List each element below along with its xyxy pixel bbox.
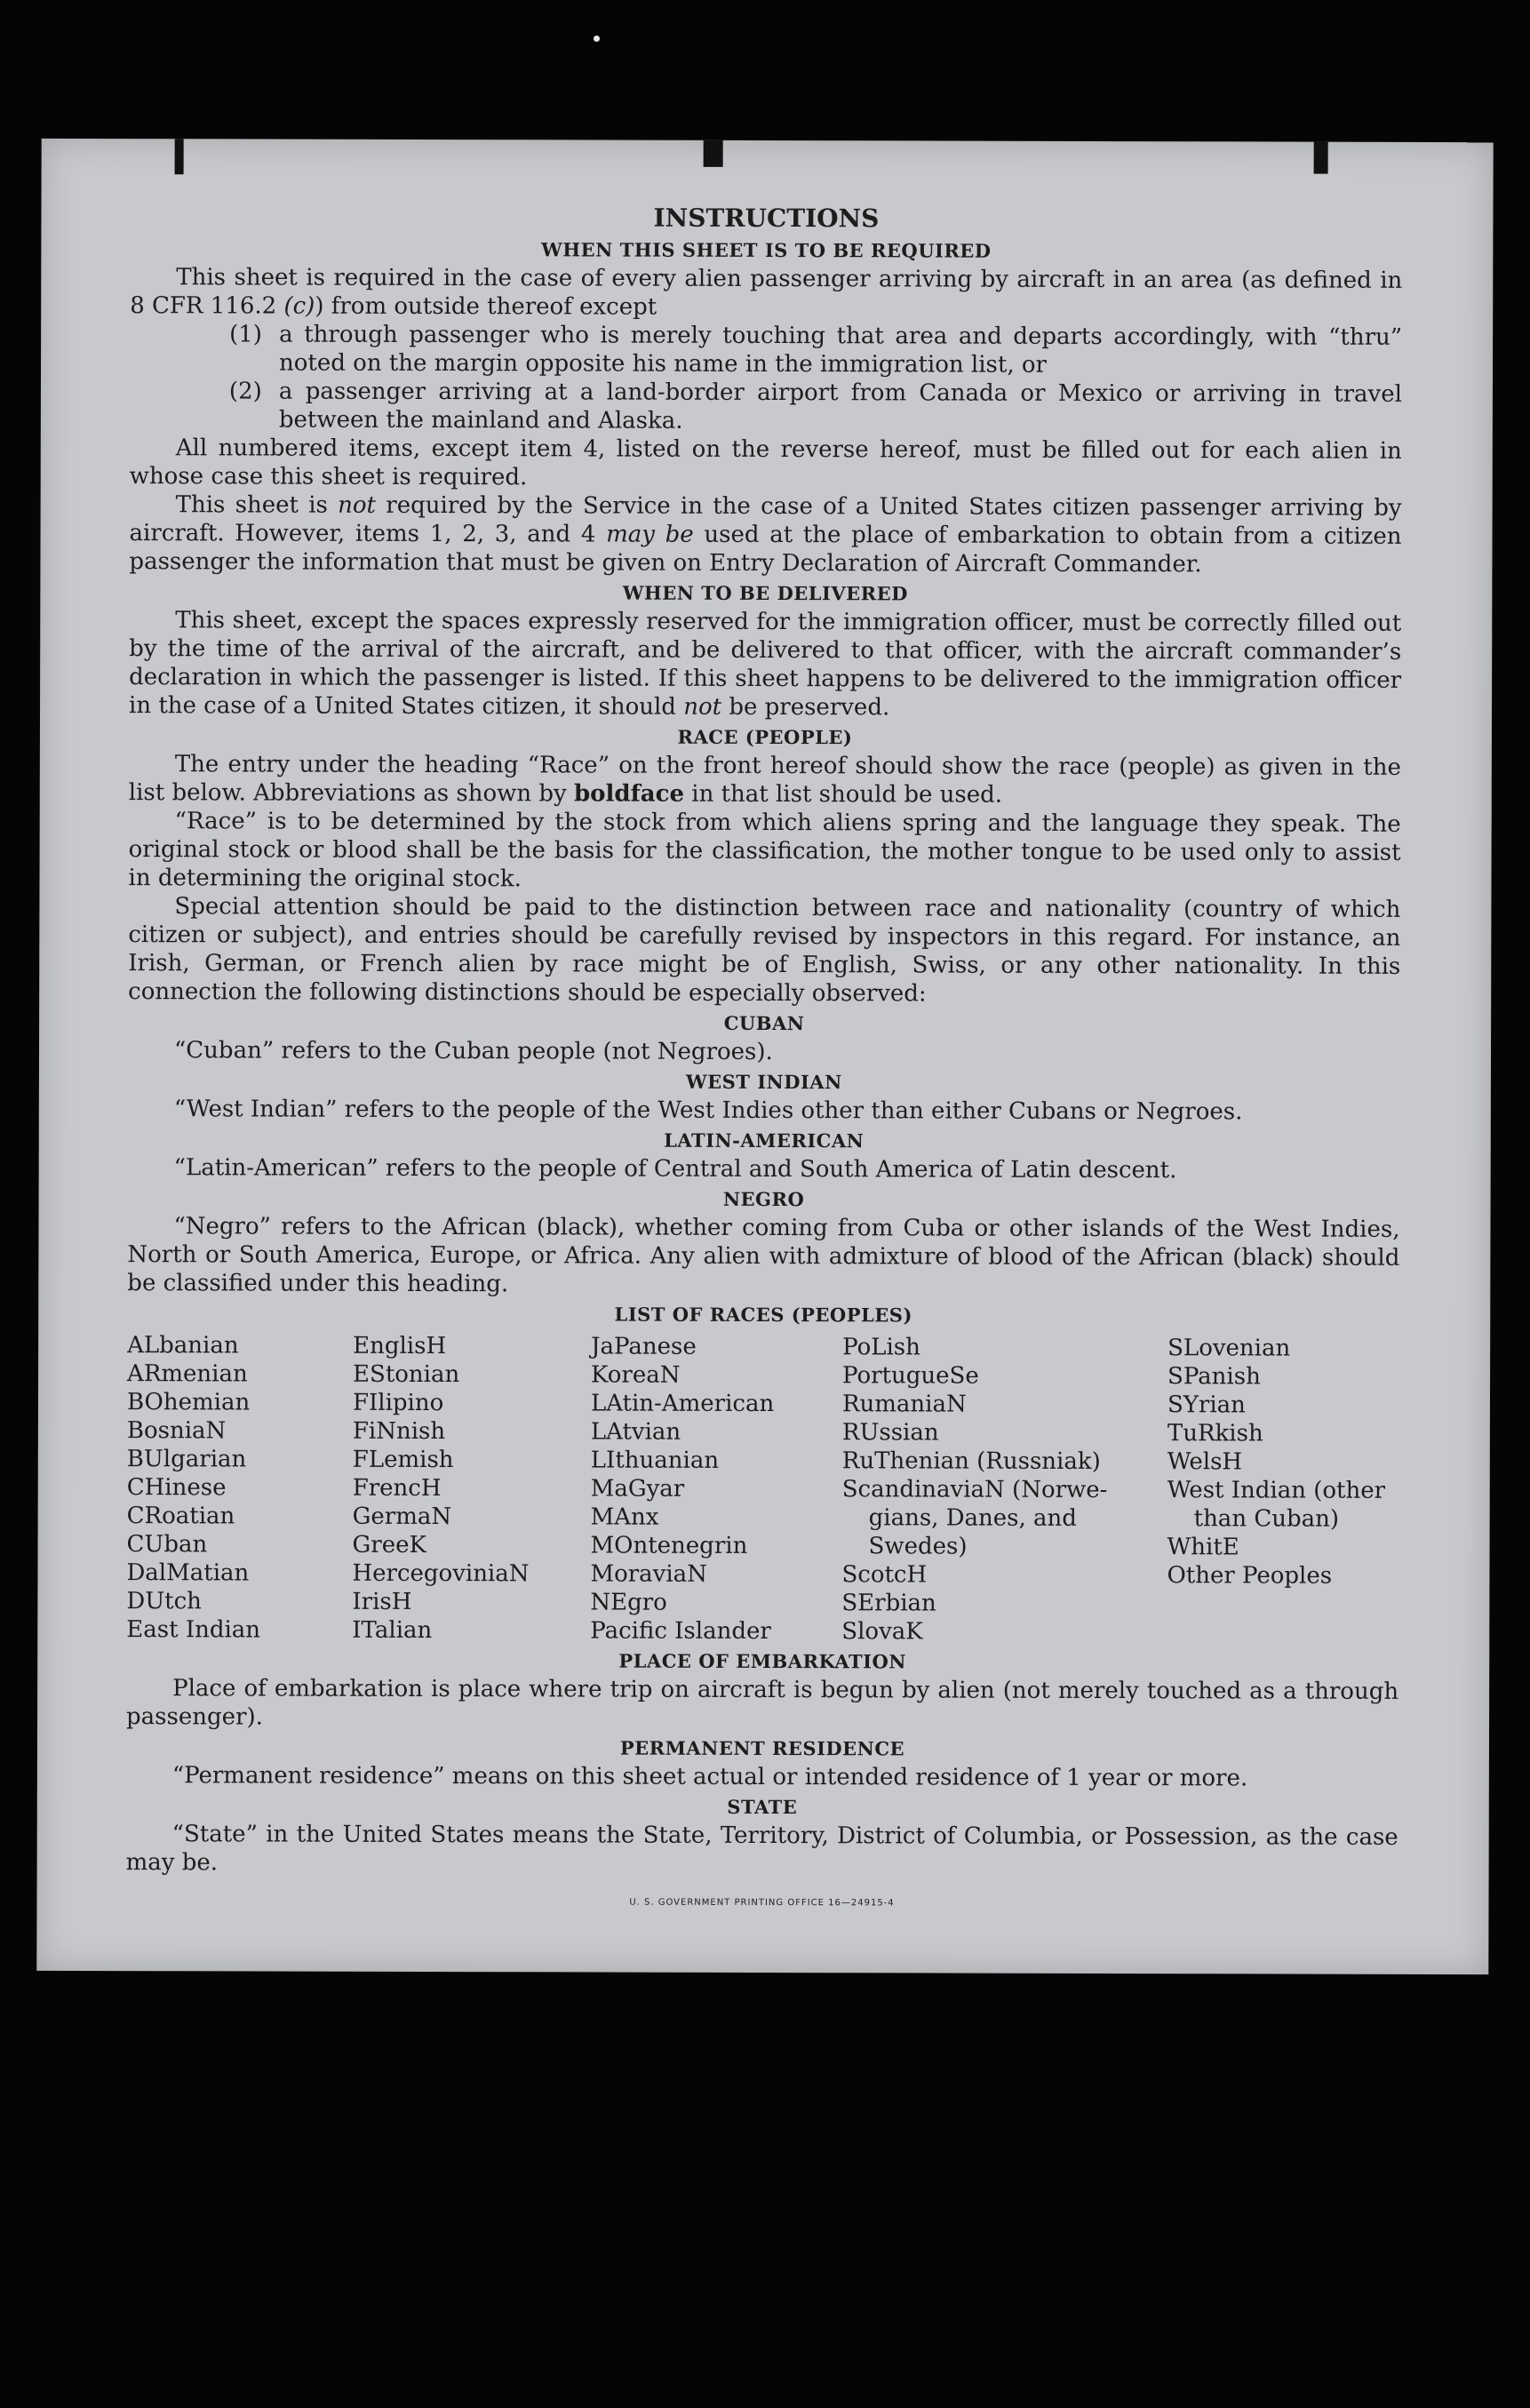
paragraph-race-entry: The entry under the heading “Race” on the front hereof should show the race (people) as given in the list below. Abbreviations as shown by boldface in that list should be used. — [128, 751, 1401, 809]
race-entry: DalMatian — [126, 1559, 250, 1587]
race-entry: Other Peoples — [1167, 1562, 1333, 1590]
definition-latin-american: “Latin-American” refers to the people of Central and South America of Latin descent. — [173, 1154, 1177, 1184]
dust-speck — [594, 36, 600, 42]
definition-state: “State” in the United States means the State, Territory, District of Columbia, or Possession, as the case may be. — [125, 1821, 1399, 1877]
race-entry: FiNnish — [352, 1417, 446, 1446]
race-entry: FrencH — [352, 1474, 442, 1503]
paragraph-race-stock: “Race” is to be determined by the stock from which aliens spring and the language they speak. The original stock or blood shall be the basis for the classification, the mother tongue to be used only to assist in determining the original stock. — [128, 808, 1401, 893]
definition-place-of-embarkation: Place of embarkation is place where trip on aircraft is begun by alien (not merely touched as a through passenger). — [126, 1675, 1399, 1731]
race-entry: gians, Danes, and — [868, 1504, 1078, 1532]
race-entry: PoLish — [842, 1334, 920, 1361]
race-entry: KoreaN — [591, 1361, 681, 1389]
paragraph-delivered: This sheet, except the spaces expressly reserved for the immigration officer, must be correctly filled out by the time of the arrival of the aircraft, and be delivered to that officer, with the aircraft commander’s declaration in which the passenger is listed. If this sheet happens to be delivered to the immigration officer in the case of a United States citizen, it should not be preserved. — [128, 607, 1402, 722]
paragraph-numbered-items: All numbered items, except item 4, listed on the reverse hereof, must be filled out for each alien in whose case this sheet is required. — [129, 435, 1402, 491]
race-entry: IrisH — [352, 1588, 412, 1615]
race-entry: RuThenian (Russniak) — [841, 1447, 1101, 1475]
definition-west-indian: “West Indian” refers to the people of the West Indies other than either Cubans or Negroes. — [173, 1096, 1243, 1126]
race-entry: WhitE — [1167, 1534, 1239, 1561]
heading-cuban: CUBAN — [723, 1011, 805, 1035]
race-entry: LAtin-American — [590, 1390, 775, 1418]
race-entry: Swedes) — [868, 1533, 968, 1560]
race-entry: MAnx — [590, 1503, 659, 1531]
printing-office-imprint: U. S. GOVERNMENT PRINTING OFFICE 16—24915-4 — [629, 1897, 895, 1909]
race-entry: CUban — [126, 1531, 208, 1559]
race-entry: FLemish — [352, 1446, 454, 1474]
race-entry: SLovenian — [1167, 1335, 1291, 1362]
race-column-5 — [1167, 1334, 1399, 1647]
paragraph-race-nationality: Special attention should be paid to the distinction between race and nationality (country of which citizen or subject), and entries should be carefully revised by inspectors in this regard. For instance, an Irish, German, or French alien by race might be of English, Swiss, or any other nationality. In this connection the following distinctions should be especially observed: — [128, 893, 1401, 1008]
race-entry: LAtvian — [590, 1418, 681, 1446]
definition-permanent-residence: “Permanent residence” means on this sheet actual or intended residence of 1 year or more. — [171, 1762, 1248, 1792]
race-entry: HercegoviniaN — [352, 1559, 530, 1588]
race-entry: GermaN — [352, 1503, 452, 1531]
race-entry: MoraviaN — [590, 1560, 707, 1588]
race-entry: BUlgarian — [126, 1446, 247, 1473]
race-entry: than Cuban) — [1193, 1505, 1340, 1533]
race-entry: BOhemian — [126, 1389, 251, 1416]
race-entry: CHinese — [126, 1474, 227, 1502]
heading-list-of-races: LIST OF RACES (PEOPLES) — [614, 1303, 912, 1327]
race-entry: PortugueSe — [842, 1362, 979, 1390]
race-entry: SErbian — [841, 1590, 936, 1617]
heading-place-of-embarkation: PLACE OF EMBARKATION — [618, 1649, 907, 1673]
race-entry: NEgro — [590, 1589, 667, 1616]
edge-mark — [704, 140, 723, 167]
race-entry: EnglisH — [353, 1332, 447, 1360]
race-entry: MaGyar — [590, 1475, 685, 1503]
race-entry: EStonian — [353, 1360, 460, 1389]
race-entry: RUssian — [841, 1419, 939, 1447]
section-heading-delivered: WHEN TO BE DELIVERED — [622, 581, 908, 605]
race-column-3 — [590, 1332, 842, 1646]
page-title: INSTRUCTIONS — [653, 203, 880, 234]
edge-mark — [175, 139, 184, 174]
heading-state: STATE — [727, 1795, 798, 1819]
heading-permanent-residence: PERMANENT RESIDENCE — [619, 1736, 905, 1760]
race-entry: LIthuanian — [590, 1447, 720, 1474]
race-entry: MOntenegrin — [590, 1532, 748, 1559]
race-entry: JaPanese — [591, 1333, 697, 1360]
definition-negro: “Negro” refers to the African (black), whether coming from Cuba or other islands of the West Indies, North or South America, Europe, or Africa. Any alien with admixture of blood of the African (black) should be classified under this heading. — [127, 1213, 1400, 1298]
race-entry: ITalian — [352, 1616, 433, 1645]
document-page — [36, 139, 1493, 1974]
race-entry: WelsH — [1167, 1448, 1243, 1476]
race-entry: RumaniaN — [841, 1391, 967, 1418]
exception-item-1: (1) a through passenger who is merely touching that area and departs accordingly, with “thru” noted on the margin opposite his name in the immigration list, or — [229, 321, 1403, 379]
race-entry: TuRkish — [1167, 1420, 1263, 1447]
instructions-body — [125, 203, 1402, 1919]
exception-item-2: (2) a passenger arriving at a land-border airport from Canada or Mexico or arriving in travel between the mainland and Alaska. — [228, 378, 1402, 435]
heading-latin-american: LATIN-AMERICAN — [664, 1128, 865, 1152]
race-entry: SlovaK — [841, 1618, 923, 1646]
race-column-1 — [126, 1331, 353, 1645]
race-entry: ALbanian — [127, 1332, 239, 1359]
section-heading-race: RACE (PEOPLE) — [677, 725, 853, 749]
race-list — [126, 1331, 1399, 1647]
race-entry: GreeK — [352, 1531, 427, 1559]
heading-negro: NEGRO — [722, 1187, 805, 1211]
race-column-2 — [352, 1332, 591, 1646]
race-entry: FIlipino — [352, 1389, 444, 1417]
race-column-4 — [841, 1333, 1167, 1647]
race-entry: SPanish — [1167, 1363, 1261, 1391]
race-entry: ARmenian — [127, 1360, 248, 1388]
race-entry: Pacific Islander — [590, 1617, 771, 1646]
race-entry: ScandinaviaN (Norwe- — [841, 1476, 1108, 1504]
race-entry: ScotcH — [841, 1561, 928, 1589]
section-heading-required: WHEN THIS SHEET IS TO BE REQUIRED — [541, 238, 992, 262]
race-entry: East Indian — [126, 1616, 261, 1644]
race-entry: BosniaN — [126, 1417, 227, 1445]
definition-cuban: “Cuban” refers to the Cuban people (not Negroes). — [173, 1037, 773, 1066]
race-entry: SYrian — [1167, 1391, 1246, 1419]
race-entry: CRoatian — [126, 1503, 235, 1530]
heading-west-indian: WEST INDIAN — [686, 1070, 842, 1094]
race-entry: DUtch — [126, 1588, 202, 1615]
paragraph-required-intro: This sheet is required in the case of every alien passenger arriving by aircraft in an area (as defined in 8 CFR 116.2 (c)) from outside thereof except — [130, 264, 1403, 321]
edge-mark — [1314, 142, 1328, 174]
paragraph-citizen: This sheet is not required by the Service in the case of a United States citizen passenger arriving by aircraft. However, items 1, 2, 3, and 4 may be used at the place of embarkation to obtain from a citizen passenger the information that must be given on Entry Declaration of Aircraft Commander. — [129, 491, 1402, 578]
race-entry: West Indian (other — [1167, 1477, 1386, 1504]
